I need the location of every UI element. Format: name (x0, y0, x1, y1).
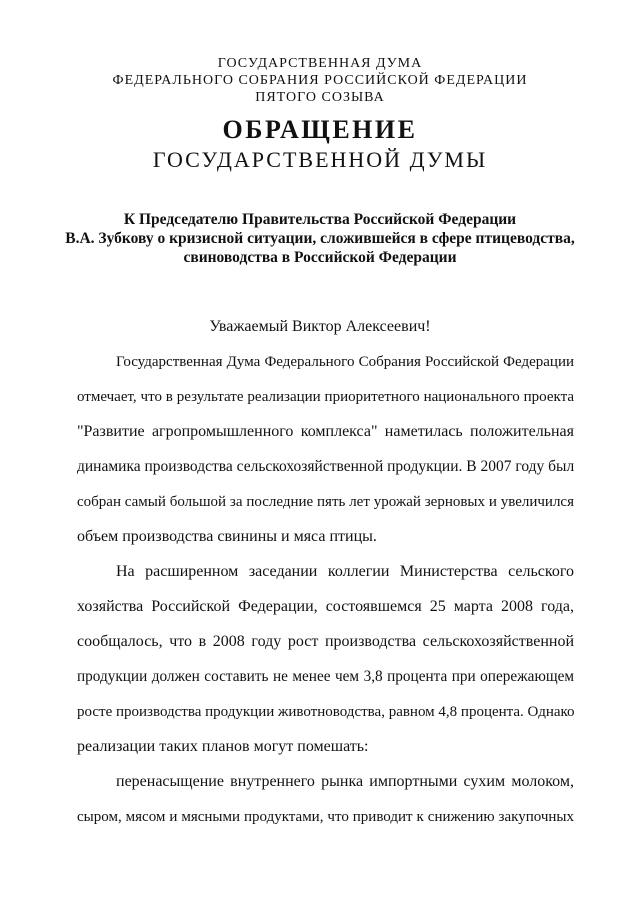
body-line: объем производства свинины и мяса птицы. (77, 528, 377, 545)
body-line: хозяйства Российской Федерации, состоявшемся 25 марта 2008 года, (77, 598, 574, 615)
header-line-convocation: ПЯТОГО СОЗЫВА (255, 90, 385, 105)
header-line-duma: ГОСУДАРСТВЕННАЯ ДУМА (217, 56, 423, 71)
document-title: ОБРАЩЕНИЕ (222, 115, 418, 144)
body-line: "Развитие агропромышленного комплекса" наметилась положительная (77, 423, 574, 440)
body-line: отмечает, что в результате реализации приоритетного национального проекта (77, 389, 574, 405)
body-line: реализации таких планов могут помешать: (77, 738, 369, 755)
body-line: росте производства продукции животноводства, равном 4,8 процента. Однако (77, 704, 575, 720)
body-line: динамика производства сельскохозяйственной продукции. В 2007 году был (77, 458, 575, 475)
addressee-line-3: свиноводства в Российской Федерации (183, 249, 457, 266)
body-line: собран самый большой за последние пять лет урожай зерновых и увеличился (77, 494, 574, 510)
header-line-assembly: ФЕДЕРАЛЬНОГО СОБРАНИЯ РОССИЙСКОЙ ФЕДЕРАЦИИ (112, 73, 528, 88)
salutation: Уважаемый Виктор Алексеевич! (209, 318, 431, 335)
body-line: сыром, мясом и мясными продуктами, что приводит к снижению закупочных (77, 809, 574, 825)
body-line: Государственная Дума Федерального Собрания Российской Федерации (116, 354, 574, 370)
document-subtitle: ГОСУДАРСТВЕННОЙ ДУМЫ (152, 147, 488, 172)
addressee-line-1: К Председателю Правительства Российской Федерации (123, 211, 517, 228)
body-line: сообщалось, что в 2008 году рост производства сельскохозяйственной (77, 633, 574, 650)
addressee-line-2: В.А. Зубкову о кризисной ситуации, сложившейся в сфере птицеводства, (65, 230, 575, 247)
body-line: На расширенном заседании коллегии Министерства сельского (116, 563, 574, 580)
body-line: перенасыщение внутреннего рынка импортными сухим молоком, (116, 773, 574, 790)
body-line: продукции должен составить не менее чем 3,8 процента при опережающем (77, 668, 574, 685)
